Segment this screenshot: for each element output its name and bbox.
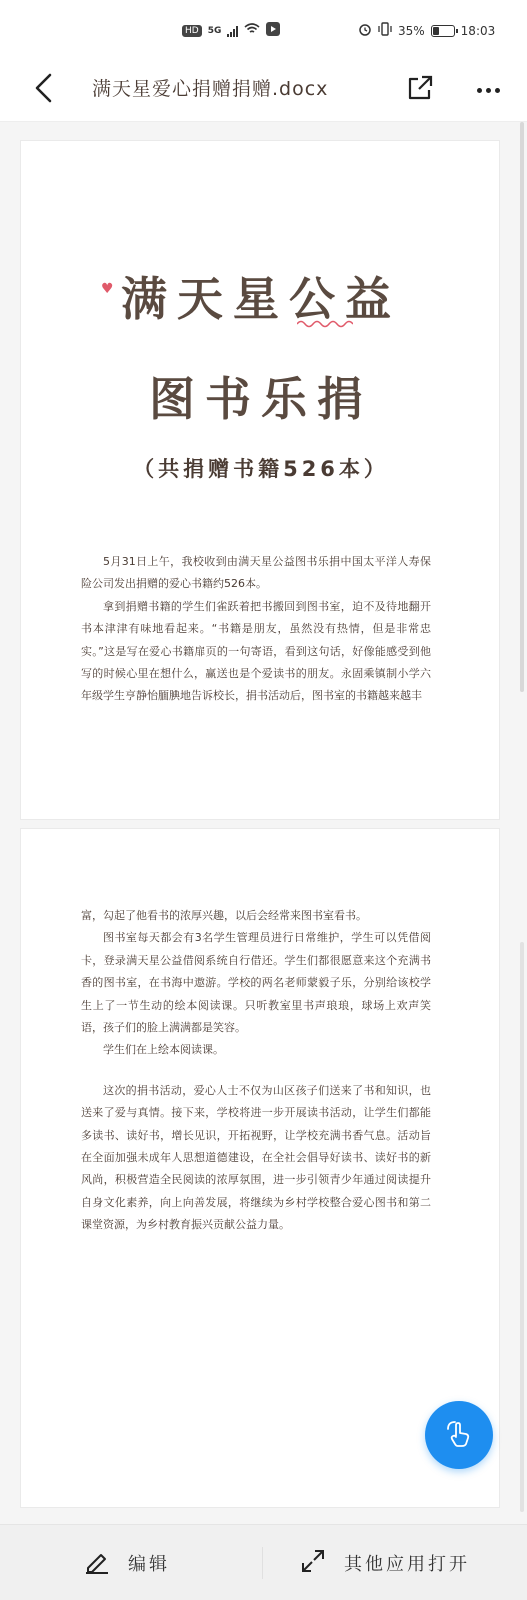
edit-label: 编辑 — [128, 1554, 170, 1575]
clock: 18:03 — [460, 23, 496, 38]
cast-icon — [266, 22, 280, 39]
paragraph: 拿到捐赠书籍的学生们雀跃着把书搬回到图书室，迫不及待地翻开书本津津有味地看起来。“书籍是朋友，虽然没有热情，但是非常忠实。”这是写在爱心书籍扉页的一句寄语，看到这句话，好像能感受到他写的时候心里在想什么，赢送也是个爱读书的朋友。永固乘镇制小学六年级学生亨静怡腼腆地告诉校长，捐书活动后，图书室的书籍越来越丰 — [81, 599, 431, 703]
edit-button[interactable] — [84, 1543, 170, 1583]
pencil-icon — [84, 1548, 110, 1578]
back-button[interactable] — [26, 70, 62, 110]
open-with-other-app-button[interactable] — [300, 1543, 470, 1583]
battery-percent: 35% — [398, 23, 425, 38]
paragraph: 学生们在上绘本阅读课。 — [103, 1043, 224, 1057]
status-right-group — [358, 22, 495, 39]
paragraph: 这次的捐书活动，爱心人士不仅为山区孩子们送来了书和知识，也送来了爱与真情。接下来，学校将进一步开展读书活动，让学生们都能多读书、读好书，增长见识，开拓视野，让学校充满书香气息。活动旨在全面加强未成年人思想道德建设，在全社会倡导好读书、读好书的新风尚，积极营造全民阅读的浓厚氛围，进一步引领青少年通过阅读提升自身文化素养，向上向善发展，将继续为乡村学校整合爱心图书和第二课堂资源，为乡村教育振兴贡献公益力量。 — [81, 1083, 431, 1232]
document-page-2 — [20, 828, 500, 1508]
scrollbar-thumb-secondary — [520, 942, 524, 1512]
battery-icon — [431, 25, 455, 37]
wavy-underline-icon — [297, 319, 353, 329]
status-bar — [0, 0, 527, 60]
document-viewer[interactable] — [0, 122, 527, 1524]
paragraph: 图书室每天都会有3名学生管理员进行日常维护，学生可以凭借阅卡，登录满天星公益借阅系统自行借还。学生们都很愿意来这个充满书香的图书室，在书海中遨游。学校的两名老师蒙毅子乐，分别给该校学生上了一节生动的绘本阅读课。只听教室里书声琅琅，球场上欢声笑语，孩子们的脸上满满都是笑容。 — [81, 931, 431, 1035]
wifi-icon — [244, 23, 260, 38]
cover-subtitle: （共捐赠书籍526本） — [133, 457, 389, 481]
paragraph: 5月31日上午，我校收到由满天星公益图书乐捐中国太平洋人寿保险公司发出捐赠的爱心书籍约526本。 — [81, 555, 431, 591]
status-left-group — [182, 22, 280, 39]
cover-title-line1: 满天星公益 — [121, 272, 401, 326]
hand-touch-icon — [442, 1416, 476, 1454]
cover-title-line2: 图书乐捐 — [149, 372, 373, 426]
reading-mode-fab[interactable] — [425, 1401, 493, 1469]
document-page-1 — [20, 140, 500, 820]
vibrate-icon — [378, 22, 392, 39]
share-button[interactable] — [400, 70, 440, 110]
battery-fill — [433, 27, 440, 35]
hd-badge: HD — [182, 25, 202, 37]
scrollbar-thumb[interactable] — [520, 122, 524, 692]
chevron-left-icon — [34, 73, 54, 107]
expand-arrows-icon — [300, 1548, 326, 1578]
page2-body — [81, 905, 431, 1237]
heart-icon: ♥ — [101, 281, 114, 297]
signal-icon — [227, 25, 238, 37]
app-header — [0, 60, 527, 122]
toolbar-divider — [262, 1547, 263, 1579]
page1-body — [81, 551, 431, 708]
open-other-label: 其他应用打开 — [344, 1554, 470, 1575]
paragraph: 富，勾起了他看书的浓厚兴趣，以后会经常来图书室看书。 — [81, 909, 367, 922]
bottom-toolbar — [0, 1524, 527, 1600]
more-button[interactable] — [468, 70, 508, 110]
alarm-icon — [358, 22, 372, 39]
network-label: 5G — [207, 25, 222, 36]
document-title: 满天星爱心捐赠捐赠.docx — [92, 78, 329, 100]
more-dots-icon — [477, 88, 482, 93]
share-external-icon — [406, 74, 434, 106]
